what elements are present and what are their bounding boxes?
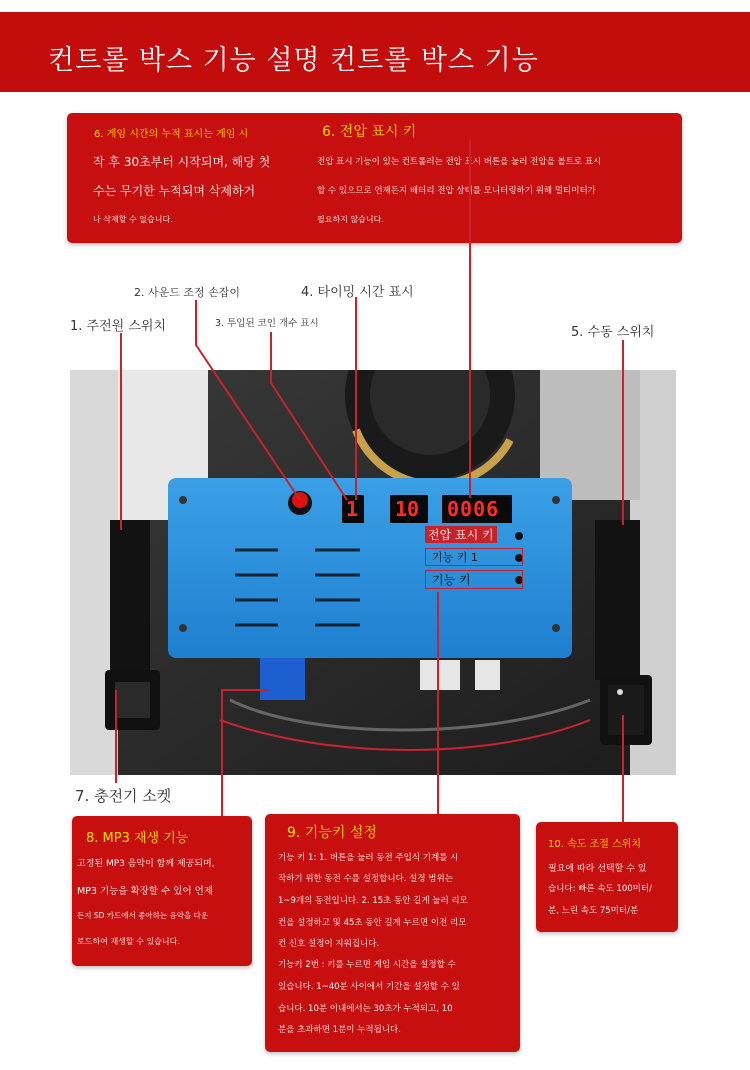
label-manual-switch: 5. 수동 스위치: [571, 325, 655, 340]
control-box-illustration: [70, 370, 676, 775]
label-sound-knob: 2. 사운드 조정 손잡이: [134, 286, 240, 299]
label-main-switch: 1. 주전원 스위치: [70, 319, 167, 334]
control-box-photo: [70, 370, 676, 775]
timing-display: 10: [395, 497, 420, 521]
function-key-label: 기능 키: [425, 570, 523, 589]
label-coin-count: 3. 투입된 코인 개수 표시: [215, 318, 319, 329]
voltage-key-line-3: 필요하지 않습니다.: [317, 215, 384, 224]
voltage-display: 0006: [447, 497, 500, 521]
speed-line-2: 습니다: 빠른 속도 100미터/: [548, 884, 652, 894]
header-banner: [0, 12, 750, 92]
function-key-line-5: 컨 신호 설정이 지워집니다.: [278, 939, 380, 949]
voltage-key-line-1: 전압 표시 기능이 있는 컨트롤러는 전압 표시 버튼을 눌러 전압을 볼트로 표시: [317, 157, 602, 167]
function-key-line-6: 기능키 2번 : 키를 누르면 게임 시간을 설정할 수: [278, 960, 456, 970]
voltage-key-label: 전압 표시 키: [425, 526, 497, 543]
function-key-line-2: 작하기 위한 동전 수를 설정합니다. 설정 범위는: [278, 874, 453, 884]
voltage-key-line-2: 할 수 있으므로 언제든지 배터리 전압 상태를 모니터링하기 위해 멀티미터가: [317, 186, 596, 196]
function-key-info-box: [265, 814, 520, 1052]
function-key-line-1: 기능 키 1: 1. 버튼을 눌러 동전 주입식 기계를 시: [278, 853, 459, 863]
mp3-line-4: 로드하여 재생할 수 있습니다.: [77, 937, 180, 946]
function-key-1-label: 기능 키 1: [425, 548, 523, 566]
time-note-line-3: 수는 무기한 누적되며 삭제하거: [93, 184, 256, 198]
speed-line-3: 분, 느린 속도 75미터/분: [548, 906, 639, 916]
coin-count-display: 1: [346, 497, 359, 521]
function-key-line-8: 습니다. 10분 이내에서는 30초가 누적되고, 10: [278, 1004, 453, 1014]
speed-info-box: [536, 822, 678, 932]
function-key-line-3: 1~9개의 동전입니다. 2. 15초 동안 길게 눌러 리모: [278, 896, 468, 906]
function-key-line-9: 분을 초과하면 1분이 누적됩니다.: [278, 1025, 401, 1035]
time-note-line-4: 나 삭제할 수 없습니다.: [93, 215, 173, 224]
function-key-line-7: 있습니다. 1~40분 사이에서 기간을 설정할 수 있: [278, 982, 460, 992]
mp3-line-1: 고정된 MP3 음악이 함께 제공되며,: [77, 859, 215, 869]
speed-title: 10. 속도 조절 스위치: [548, 839, 642, 850]
label-timing-display: 4. 타이밍 시간 표시: [301, 285, 414, 300]
top-info-box: [67, 113, 682, 243]
mp3-info-box: [72, 816, 252, 966]
time-note-line-1: 6. 게임 시간의 누적 표시는 게임 시: [94, 129, 249, 140]
speed-line-1: 필요에 따라 선택할 수 있: [548, 864, 647, 874]
mp3-title: 8. MP3 재생 기능: [86, 831, 189, 846]
function-key-title: 9. 기능키 설정: [287, 825, 377, 841]
voltage-key-title: 6. 전압 표시 키: [322, 124, 417, 140]
mp3-line-3: 든지 SD 카드에서 좋아하는 음악을 다운: [77, 911, 209, 920]
page-title: 컨트롤 박스 기능 설명 컨트롤 박스 기능: [48, 45, 539, 76]
label-charger-socket: 7. 충전기 소켓: [75, 787, 172, 805]
time-note-line-2: 작 후 30초부터 시작되며, 해당 첫: [93, 155, 271, 169]
mp3-line-2: MP3 기능을 확장할 수 있어 언제: [77, 886, 214, 897]
function-key-line-4: 컨을 설정하고 및 45초 동안 길게 누르면 이전 리모: [278, 918, 467, 928]
